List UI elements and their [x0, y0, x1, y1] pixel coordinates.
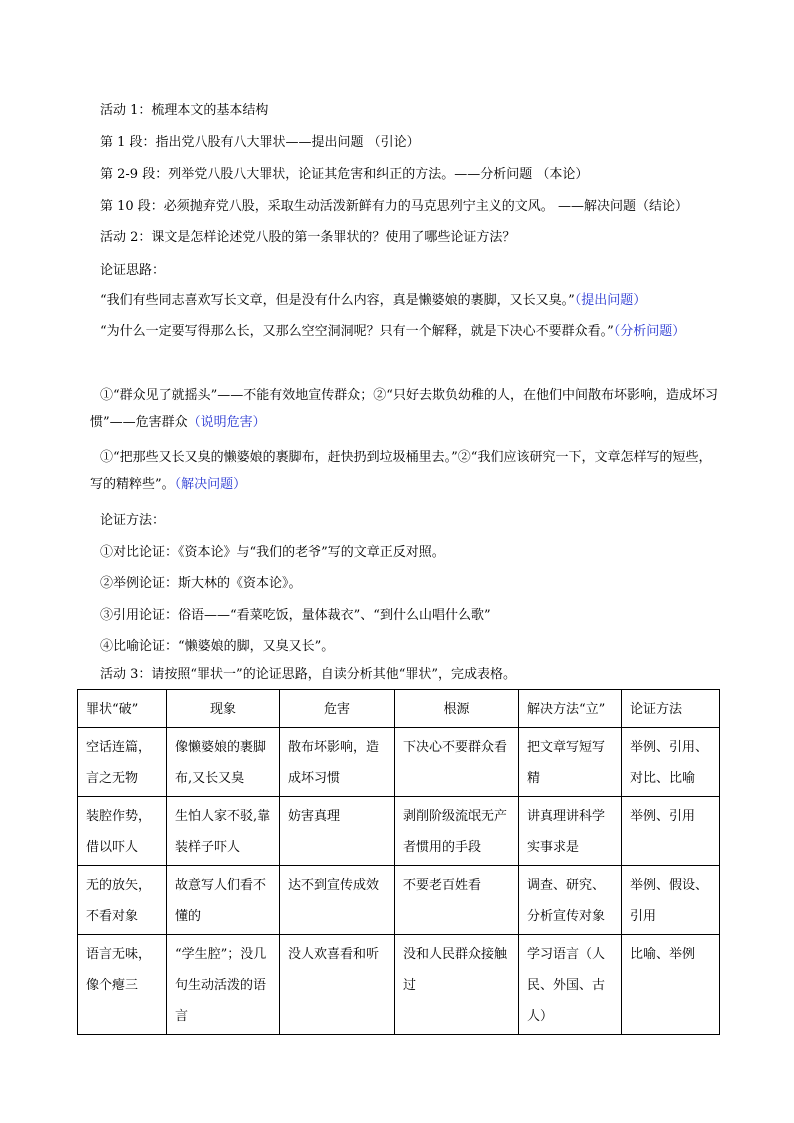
quote-tag: （分析问题） — [613, 324, 686, 339]
table-cell: 生怕人家不驳,靠装样子吓人 — [167, 797, 280, 866]
method-quote: ③引用论证：俗语——“看菜吃饭，量体裁衣”、“到什么山唱什么歌” — [100, 608, 491, 623]
table-cell: 没人欢喜看和听 — [280, 935, 395, 1035]
table-row — [78, 797, 720, 866]
reasoning-quote-2 — [90, 318, 722, 345]
table-cell: 像懒婆娘的裹脚布,又长又臭 — [167, 728, 280, 797]
header-cell: 解决方法“立” — [519, 690, 622, 728]
table-cell: 调查、研究、分析宣传对象 — [519, 866, 622, 935]
table-cell: 学习语言（人民、外国、古人） — [519, 935, 622, 1035]
table-cell: 故意写人们看不懂的 — [167, 866, 280, 935]
table-cell: 举例、引用、对比、比喻 — [622, 728, 720, 797]
table-cell: 散布坏影响，造成坏习惯 — [280, 728, 395, 797]
para1-structure: 第 1 段：指出党八股有八大罪状——提出问题 （引论） — [100, 135, 420, 150]
crimes-table — [77, 689, 720, 1035]
table-cell: 剥削阶级流氓无产者惯用的手段 — [395, 797, 519, 866]
table-cell: 达不到宣传成效 — [280, 866, 395, 935]
reasoning-title: 论证思路： — [100, 263, 166, 278]
table-cell: 没和人民群众接触过 — [395, 935, 519, 1035]
header-cell: 罪状“破” — [78, 690, 167, 728]
activity3-title: 活动 3：请按照“罪状一”的论证思路，自读分析其他“罪状”，完成表格。 — [100, 667, 516, 682]
table-cell: 比喻、举例 — [622, 935, 720, 1035]
method-example: ②举例论证：斯大林的《资本论》。 — [100, 576, 302, 591]
table-cell: “学生腔”；没几句生动活泼的语言 — [167, 935, 280, 1035]
table-cell: 举例、假设、引用 — [622, 866, 720, 935]
table-cell: 装腔作势，借以吓人 — [78, 797, 167, 866]
header-cell: 现象 — [167, 690, 280, 728]
table-header-row — [78, 690, 720, 728]
quote-tag: （解决问题） — [174, 477, 247, 492]
reasoning-quote-4 — [90, 444, 722, 498]
activity1-title: 活动 1：梳理本文的基本结构 — [100, 103, 269, 118]
table-row — [78, 728, 720, 797]
method-contrast: ①对比论证：《资本论》与“我们的老爷”写的文章正反对照。 — [100, 545, 445, 560]
table-cell: 讲真理讲科学 实事求是 — [519, 797, 622, 866]
table-cell: 空话连篇，言之无物 — [78, 728, 167, 797]
table-row — [78, 866, 720, 935]
quote-text: “为什么一定要写得那么长，又那么空空洞洞呢？只有一个解释，就是下决心不要群众看。” — [100, 324, 614, 339]
header-cell: 危害 — [280, 690, 395, 728]
reasoning-quote-3 — [90, 382, 722, 436]
table-cell: 下决心不要群众看 — [395, 728, 519, 797]
table-cell: 无的放矢，不看对象 — [78, 866, 167, 935]
table-cell: 把文章写短写精 — [519, 728, 622, 797]
table-cell: 举例、引用 — [622, 797, 720, 866]
table-cell: 妨害真理 — [280, 797, 395, 866]
header-cell: 论证方法 — [622, 690, 720, 728]
activity2-title: 活动 2：课文是怎样论述党八股的第一条罪状的？使用了哪些论证方法？ — [100, 230, 516, 245]
para10-structure: 第 10 段：必须抛弃党八股，采取生动活泼新鲜有力的马克思列宁主义的文风。 ——解决问题（结论） — [100, 199, 688, 214]
table-cell: 语言无味，像个瘪三 — [78, 935, 167, 1035]
table-cell: 不要老百姓看 — [395, 866, 519, 935]
header-cell: 根源 — [395, 690, 519, 728]
methods-title: 论证方法： — [100, 513, 166, 528]
quote-tag: （说明危害） — [187, 415, 266, 430]
method-metaphor: ④比喻论证：“懒婆娘的脚，又臭又长”。 — [100, 639, 335, 654]
quote-text: ①“群众见了就摇头”——不能有效地宣传群众；②“只好去欺负幼稚的人，在他们中间散布坏影响，造成坏习惯”——危害群众 — [90, 388, 718, 430]
para2-structure: 第 2-9 段：列举党八股八大罪状，论证其危害和纠正的方法。——分析问题 （本论） — [100, 167, 589, 182]
table-row — [78, 935, 720, 1035]
quote-tag: （提出问题） — [574, 293, 647, 308]
reasoning-quote-1 — [90, 287, 722, 314]
quote-text: ①“把那些又长又臭的懒婆娘的裹脚布，赶快扔到垃圾桶里去。”②“我们应该研究一下，文章怎样写的短些，写的精粹些”。 — [90, 450, 712, 492]
quote-text: “我们有些同志喜欢写长文章，但是没有什么内容，真是懒婆娘的裹脚，又长又臭。” — [100, 293, 575, 308]
